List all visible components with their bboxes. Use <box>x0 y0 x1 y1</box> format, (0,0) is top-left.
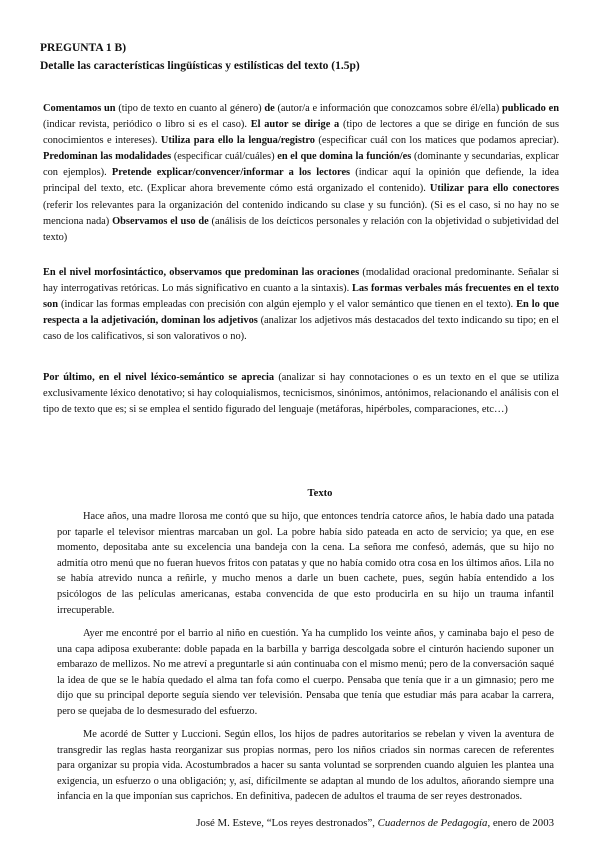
text-paragraph-2 <box>57 626 554 720</box>
source-citation <box>196 817 554 829</box>
text-paragraph-3 <box>57 727 554 805</box>
guide-bold-run: En lo que respecta a la adjetivación, dominan los adjetivos <box>43 299 559 327</box>
guide-text-run: (modalidad oracional predominante. Señalar si hay interrogativas retóricas. Lo más significativo en cuanto a la sintaxis). <box>43 267 560 295</box>
guide-paragraph-2 <box>43 265 559 345</box>
guide-text-run: (tipo de texto en cuanto al género) <box>115 103 265 114</box>
guide-bold-run: En el nivel morfosintáctico, observamos que predominan las oraciones <box>43 267 360 278</box>
guide-text-run: (dominante y secundarias, explicar con ejemplos). <box>43 151 559 179</box>
text-paragraph-body: Ayer me encontré por el barrio al niño en cuestión. Ya ha cumplido los veinte años, y caminaba bajo el peso de una capa adiposa exuberante: doble papada en la barbilla y barriga descolgada sobre el cinturón haciendo suponer un embarazo de mellizos. No me atreví a preguntarle si aún continuaba con el mismo menú; pero de la conversación saqué la idea de que se le había quedado el alma tan fofa como el cuerpo. Pensaba que tenía que ir a un gimnasio; pero me dijo que su principal deporte seguía siendo ver televisión. Pensaba que tenía que estudiar más para acabar la carrera, pero se quejaba de lo desmesurado del esfuerzo. <box>57 628 554 717</box>
guide-bold-run: Las formas verbales más frecuentes en el texto son <box>43 283 559 311</box>
guide-bold-run: publicado en <box>501 103 559 114</box>
guide-text-run: (indicar aquí la opinión que defiende, la idea principal del texto, etc. (Explicar ahora brevemente cómo está organizado el contenido). <box>43 167 560 195</box>
source-separator: , <box>372 817 378 829</box>
guide-bold-run: Comentamos un <box>43 103 116 114</box>
question-heading: PREGUNTA 1 B) <box>40 42 127 54</box>
guide-paragraph-text <box>43 265 559 345</box>
guide-bold-run: Observamos el uso de <box>112 215 209 227</box>
task-heading: Detalle las características lingüísticas y estilísticas del texto (1.5p) <box>40 60 360 72</box>
text-paragraph-body: Hace años, una madre llorosa me contó que su hijo, que entonces tendría catorce años, le había dado una patada por taparle el televisor mientras marcaban un gol. La pobre había sido pateada en acto de servicio; ya que, en ese momento, depositaba ante su excelencia una bandeja con la cena. La señora me confesó, además, que su hijo no admitía otro menú que no fueran huevos fritos con patatas y que no había comido otra cosa en los últimos años. Lila no se había atrevido nunca a reñirle, y mucho menos a darle un buen cachete, pues, según había entendido a los psicólogos de las películas americanas, estaba convencida de que esto producirla en su hijo un trauma infantil irrecuperable. <box>57 511 554 616</box>
source-journal: Cuadernos de Pedagogía <box>377 817 488 829</box>
guide-bold-run: en el que domina la función/es <box>277 151 412 163</box>
guide-paragraph-text <box>43 370 559 418</box>
guide-text-run: (especificar cuál/cuáles) <box>171 151 278 163</box>
guide-paragraph-3 <box>43 370 559 418</box>
guide-bold-run: Predominan las modalidades <box>43 151 172 163</box>
guide-bold-run: Utiliza para ello la lengua/registro <box>160 135 315 147</box>
guide-text-run: (especificar cuál con los matices que podamos apreciar). <box>315 135 559 147</box>
guide-paragraph-text <box>43 101 559 246</box>
source-author: José M. Esteve, <box>196 817 267 829</box>
text-title: Texto <box>307 488 333 499</box>
guide-text-run: (analizar si hay connotaciones o es un texto en el que se utiliza exclusivamente léxico denotativo; si hay coloquialismos, tecnicismos, sinónimos, antónimos, relacionando el análisis con el tipo de texto que es; si se emplea el sentido figurado del lenguaje (metáforas, hipérboles, comparaciones, etc…) <box>43 372 559 416</box>
guide-text-run: (análisis de los deícticos personales y relación con la objetividad o subjetividad del texto) <box>43 215 559 243</box>
guide-text-run: (indicar revista, periódico o libro si es el caso). <box>43 119 251 131</box>
text-paragraph-1 <box>57 509 554 618</box>
guide-bold-run: Pretende explicar/convencer/informar a los lectores <box>111 167 351 179</box>
guide-text-run: (autor/a e información que conozcamos sobre él/ella) <box>274 103 502 114</box>
guide-bold-run: Por último, en el nivel léxico-semántico se aprecia <box>43 372 275 383</box>
guide-text-run: (tipo de lectores a que se dirige en función de sus conocimientos e intereses). <box>43 119 559 147</box>
guide-bold-run: Utilizar para ello conectores <box>429 183 560 195</box>
guide-bold-run: El autor se dirige a <box>250 119 340 131</box>
source-date: , enero de 2003 <box>487 817 554 829</box>
source-article-title: “Los reyes destronados” <box>266 817 373 829</box>
text-paragraph-body: Me acordé de Sutter y Luccioni. Según ellos, los hijos de padres autoritarios se rebelan y viven la aventura de transgredir las reglas hasta reorganizar sus propias normas, pero los niños criados sin normas carecen de referentes para organizar su propia vida. Acostumbrados a hacer su santa voluntad se sorprenden cuando alguien les plantea una exigencia, un esfuerzo o una obligación; y, así, difícilmente se adaptan al mundo de los adultos, añorando siempre una infancia en la que imponían sus caprichos. En definitiva, padecen de adultos el trauma de ser reyes destronados. <box>57 729 554 803</box>
guide-text-run: (analizar los adjetivos más destacados del texto indicando su tipo; en el caso de los calificativos, si son valorativos o no). <box>43 315 559 343</box>
guide-text-run: (referir los relevantes para la organización del contenido indicando su clase y su función). (Si es el caso, si no hay no se menciona nada) <box>43 199 559 227</box>
guide-text-run: (indicar las formas empleadas con precisión con algún ejemplo y el valor semántico que tienen en el texto). <box>58 299 517 311</box>
guide-bold-run: de <box>264 103 275 114</box>
guide-paragraph-1 <box>43 101 559 246</box>
